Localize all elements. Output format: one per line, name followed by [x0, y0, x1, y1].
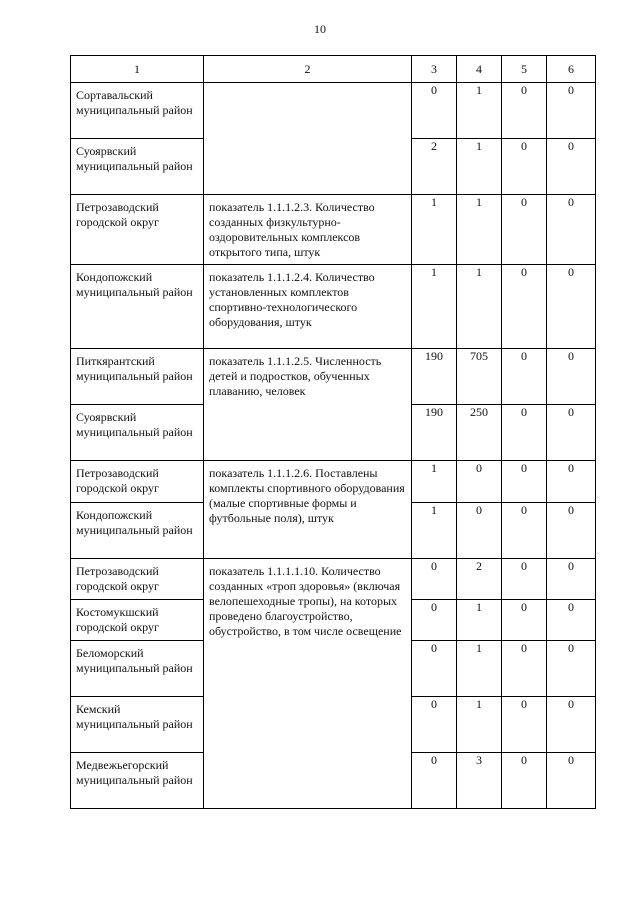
value-cell-col-3: 0	[412, 641, 457, 697]
indicator-text: показатель 1.1.1.2.6. Поставлены комплекты спортивного оборудования (малые спортивные формы и футбольные поля), штук	[209, 466, 405, 525]
municipality-name: Беломорский муниципальный район	[76, 646, 193, 675]
value-cell-col-4: 3	[457, 753, 502, 809]
value-cell-col-6: 0	[547, 697, 596, 753]
value-cell-col-4: 2	[457, 559, 502, 600]
table-row	[71, 265, 596, 349]
indicator-cell	[204, 265, 412, 349]
municipality-cell	[71, 265, 204, 349]
value-cell-col-5: 0	[502, 600, 547, 641]
value-cell-col-3: 1	[412, 461, 457, 503]
indicator-text: показатель 1.1.1.2.3. Количество созданных физкультурно-оздоровительных комплексов открытого типа, штук	[209, 200, 375, 259]
value-cell-col-3: 190	[412, 405, 457, 461]
value-cell-col-4: 705	[457, 349, 502, 405]
value-cell-col-5: 0	[502, 697, 547, 753]
municipality-name: Кемский муниципальный район	[76, 702, 193, 731]
municipality-name: Сортавальский муниципальный район	[76, 88, 193, 117]
municipality-name: Петрозаводский городской округ	[76, 466, 159, 495]
municipality-cell	[71, 641, 204, 697]
indicator-cell	[204, 195, 412, 265]
table-row	[71, 83, 596, 139]
municipality-cell	[71, 139, 204, 195]
municipality-name: Петрозаводский городской округ	[76, 564, 159, 593]
value-cell-col-3: 0	[412, 600, 457, 641]
value-cell-col-5: 0	[502, 349, 547, 405]
value-cell-col-5: 0	[502, 753, 547, 809]
indicator-text: показатель 1.1.1.1.10. Количество созданных «троп здоровья» (включая велопешеходные тропы), на которых проведено благоустройство, обустройство, в том числе освещение	[209, 564, 402, 638]
table-row	[71, 349, 596, 405]
page-number: 10	[314, 22, 326, 36]
indicator-text: показатель 1.1.1.2.5. Численность детей и подростков, обученных плаванию, человек	[209, 354, 382, 398]
municipality-cell	[71, 697, 204, 753]
municipality-cell	[71, 349, 204, 405]
indicator-cell	[204, 349, 412, 461]
municipality-cell	[71, 461, 204, 503]
value-cell-col-5: 0	[502, 503, 547, 559]
municipality-cell	[71, 600, 204, 641]
indicator-cell	[204, 83, 412, 195]
value-cell-col-3: 0	[412, 559, 457, 600]
municipality-name: Костомукшский городской округ	[76, 605, 159, 634]
table-row	[71, 461, 596, 503]
value-cell-col-5: 0	[502, 461, 547, 503]
header-row	[71, 56, 596, 83]
value-cell-col-6: 0	[547, 641, 596, 697]
value-cell-col-3: 1	[412, 503, 457, 559]
value-cell-col-4: 1	[457, 195, 502, 265]
municipality-name: Медвежьегорский муниципальный район	[76, 758, 193, 787]
value-cell-col-3: 0	[412, 83, 457, 139]
indicator-text: показатель 1.1.1.2.4. Количество установленных комплектов спортивно-технологического оборудования, штук	[209, 270, 375, 329]
value-cell-col-6: 0	[547, 405, 596, 461]
value-cell-col-5: 0	[502, 139, 547, 195]
municipality-cell	[71, 559, 204, 600]
municipality-name: Кондопожский муниципальный район	[76, 270, 193, 299]
value-cell-col-6: 0	[547, 559, 596, 600]
header-cell: 5	[502, 56, 547, 83]
report-table	[70, 55, 596, 809]
municipality-cell	[71, 503, 204, 559]
value-cell-col-3: 190	[412, 349, 457, 405]
value-cell-col-6: 0	[547, 600, 596, 641]
value-cell-col-5: 0	[502, 559, 547, 600]
value-cell-col-4: 0	[457, 503, 502, 559]
indicator-cell	[204, 559, 412, 809]
indicator-cell	[204, 461, 412, 559]
value-cell-col-4: 250	[457, 405, 502, 461]
value-cell-col-4: 1	[457, 600, 502, 641]
value-cell-col-3: 0	[412, 753, 457, 809]
municipality-name: Суоярвский муниципальный район	[76, 144, 193, 173]
municipality-cell	[71, 405, 204, 461]
value-cell-col-6: 0	[547, 503, 596, 559]
value-cell-col-4: 1	[457, 265, 502, 349]
value-cell-col-4: 1	[457, 641, 502, 697]
value-cell-col-6: 0	[547, 83, 596, 139]
value-cell-col-5: 0	[502, 83, 547, 139]
table-row	[71, 559, 596, 600]
table-row	[71, 195, 596, 265]
value-cell-col-6: 0	[547, 349, 596, 405]
value-cell-col-3: 0	[412, 697, 457, 753]
value-cell-col-6: 0	[547, 461, 596, 503]
municipality-cell	[71, 83, 204, 139]
value-cell-col-3: 1	[412, 265, 457, 349]
municipality-name: Суоярвский муниципальный район	[76, 410, 193, 439]
header-cell: 2	[204, 56, 412, 83]
value-cell-col-3: 2	[412, 139, 457, 195]
value-cell-col-5: 0	[502, 405, 547, 461]
value-cell-col-6: 0	[547, 139, 596, 195]
municipality-cell	[71, 195, 204, 265]
municipality-name: Кондопожский муниципальный район	[76, 508, 193, 537]
header-cell: 4	[457, 56, 502, 83]
header-cell: 3	[412, 56, 457, 83]
header-cell: 6	[547, 56, 596, 83]
value-cell-col-4: 1	[457, 139, 502, 195]
value-cell-col-4: 0	[457, 461, 502, 503]
value-cell-col-5: 0	[502, 641, 547, 697]
header-cell: 1	[71, 56, 204, 83]
value-cell-col-4: 1	[457, 697, 502, 753]
value-cell-col-3: 1	[412, 195, 457, 265]
value-cell-col-6: 0	[547, 753, 596, 809]
value-cell-col-5: 0	[502, 265, 547, 349]
municipality-name: Петрозаводский городской округ	[76, 200, 159, 229]
municipality-cell	[71, 753, 204, 809]
indicator-text	[204, 83, 411, 92]
value-cell-col-6: 0	[547, 195, 596, 265]
value-cell-col-5: 0	[502, 195, 547, 265]
municipality-name: Питкярантский муниципальный район	[76, 354, 193, 383]
value-cell-col-6: 0	[547, 265, 596, 349]
value-cell-col-4: 1	[457, 83, 502, 139]
